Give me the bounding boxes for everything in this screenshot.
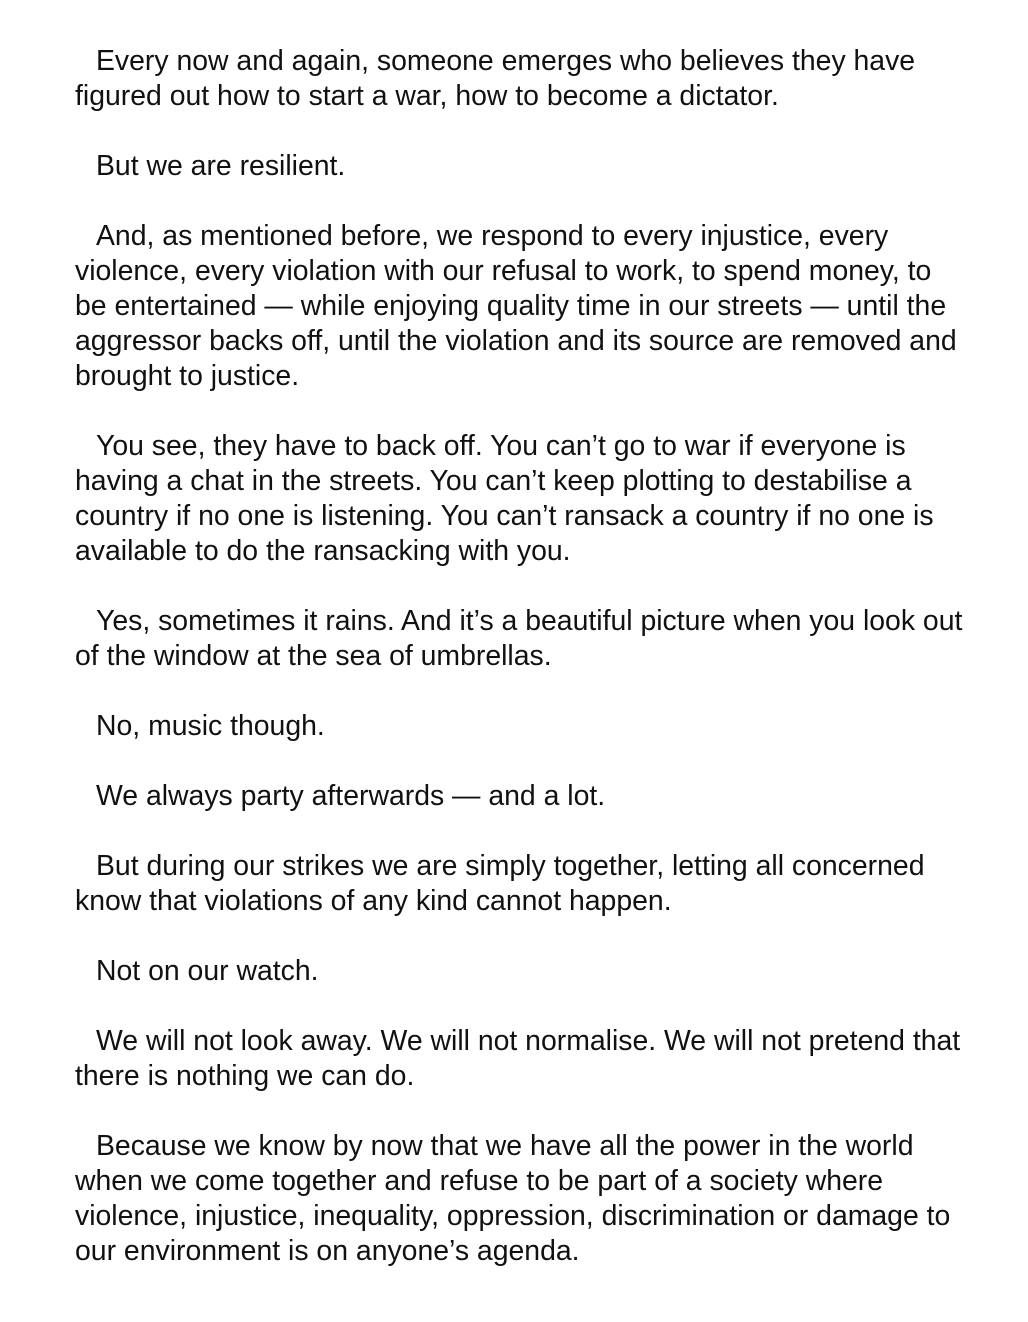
paragraph-war-dictator: Every now and again, someone emerges who believes they have figured out how to start a war, how to become a dictator.	[75, 45, 916, 112]
paragraph-watch: Not on our watch.	[96, 955, 319, 987]
paragraph-power: Because we know by now that we have all the power in the world when we come together and refuse to be part of a society where violence, injustice, inequality, oppression, discrimination or damage to our environment is on anyone’s agenda.	[75, 1130, 951, 1267]
paragraph-refusal: And, as mentioned before, we respond to every injustice, every violence, every violation with our refusal to work, to spend money, to be entertained — while enjoying quality time in our streets — until the aggressor backs off, until the violation and its source are removed and brought to justice.	[75, 220, 957, 392]
paragraph-back-off: You see, they have to back off. You can’t go to war if everyone is having a chat in the streets. You can’t keep plotting to destabilise a country if no one is listening. You can’t ransack a country if no one is available to do the ransacking with you.	[75, 430, 934, 567]
paragraph-not-look-away: We will not look away. We will not normalise. We will not pretend that there is nothing we can do.	[75, 1025, 961, 1092]
paragraph-party: We always party afterwards — and a lot.	[96, 780, 606, 812]
paragraph-resilient: But we are resilient.	[96, 150, 346, 182]
paragraph-rain: Yes, sometimes it rains. And it’s a beautiful picture when you look out of the window at the sea of umbrellas.	[75, 605, 963, 672]
paragraph-music: No, music though.	[96, 710, 325, 742]
document-body	[75, 44, 965, 1304]
paragraph-together: But during our strikes we are simply together, letting all concerned know that violations of any kind cannot happen.	[75, 850, 925, 917]
